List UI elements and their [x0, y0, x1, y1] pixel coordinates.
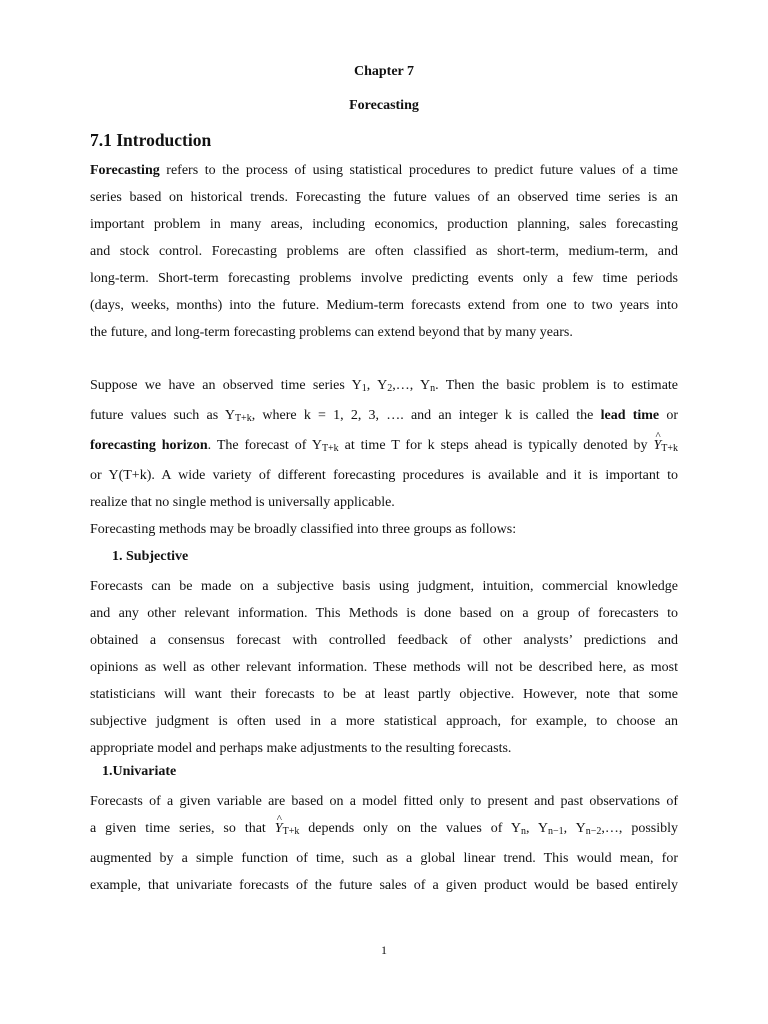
para-line: augmented by a simple function of time, such as a global linear trend. This would mean, for — [90, 851, 678, 866]
intro-line: (days, weeks, months) into the future. Medium-term forecasts extend from one to two years into — [90, 298, 678, 313]
time-series-paragraph — [90, 372, 678, 543]
para-line: Forecasts can be made on a subjective basis using judgment, intuition, commercial knowledge — [90, 579, 678, 594]
univariate-paragraph — [90, 788, 678, 899]
y-hat-symbol: ^ Y — [653, 432, 661, 459]
para-line: realize that no single method is universally applicable. — [90, 495, 395, 510]
univariate-heading: 1.Univariate — [102, 764, 177, 779]
intro-line: Forecasting refers to the process of using statistical procedures to predict future values of a time — [90, 163, 678, 178]
para-line: Suppose we have an observed time series $Y_1$, $Y_2,\dots$, $Y_n$. Then the basic problem is to estimate — [90, 378, 679, 394]
para-line: opinions as well as other relevant information. These methods will not be described here, as most — [90, 660, 678, 675]
page-number: 1 — [381, 943, 387, 957]
term-forecasting-horizon: forecasting horizon — [90, 438, 208, 453]
intro-line: and stock control. Forecasting problems are often classified as short-term, medium-term, and — [90, 244, 678, 259]
subjective-paragraph — [90, 573, 678, 762]
para-line: Forecasting methods may be broadly classified into three groups as follows: — [90, 522, 517, 537]
para-line: appropriate model and perhaps make adjustments to the resulting forecasts. — [90, 741, 512, 756]
section-heading: 7.1 Introduction — [90, 130, 212, 150]
intro-line: the future, and long-term forecasting problems can extend beyond that by many years. — [90, 325, 573, 340]
para-line: statisticians will want their forecasts to be at least partly objective. However, note that some — [90, 687, 678, 702]
term-forecasting: Forecasting — [90, 163, 160, 178]
para-line: and any other relevant information. This Methods is done based on a group of forecasters to — [90, 606, 678, 621]
para-line: Forecasts of a given variable are based on a model fitted only to present and past observations of — [90, 794, 678, 809]
para-line: or Y(T+k). A wide variety of different forecasting procedures is available and it is important to — [90, 468, 678, 483]
para-line: subjective judgment is often used in a more statistical approach, for example, to choose an — [90, 714, 678, 729]
intro-line: important problem in many areas, including economics, production planning, sales forecasting — [90, 217, 678, 232]
subjective-heading: 1. Subjective — [112, 549, 189, 564]
chapter-title: Forecasting — [349, 98, 419, 113]
intro-paragraph — [90, 157, 678, 346]
para-line: forecasting horizon. The forecast of $Y_{T+k}$ at time T for k steps ahead is typically denoted by ^ $Y_{T+k}$ — [90, 432, 678, 462]
intro-line: long-term. Short-term forecasting problems involve predicting events only a few time periods — [90, 271, 678, 286]
term-lead-time: lead time — [600, 408, 660, 423]
para-line: obtained a consensus forecast with controlled feedback of other analysts’ predictions and — [90, 633, 678, 648]
para-line: example, that univariate forecasts of the future sales of a given product would be based entirely — [90, 878, 678, 893]
para-line: future values such as $Y_{T+k}$, where k = 1, 2, 3, …. and an integer k is called the lead time or — [90, 408, 678, 424]
para-line: a given time series, so that ^ $Y_{T+k}$ depends only on the values of $Y_n$, $Y_{n-1}$, $Y_{n-2},\dots$, possibly — [90, 815, 678, 845]
y-hat-symbol: ^ Y — [275, 815, 283, 842]
intro-line: series based on historical trends. Forecasting the future values of an observed time series is an — [90, 190, 678, 205]
chapter-label: Chapter 7 — [353, 64, 415, 79]
